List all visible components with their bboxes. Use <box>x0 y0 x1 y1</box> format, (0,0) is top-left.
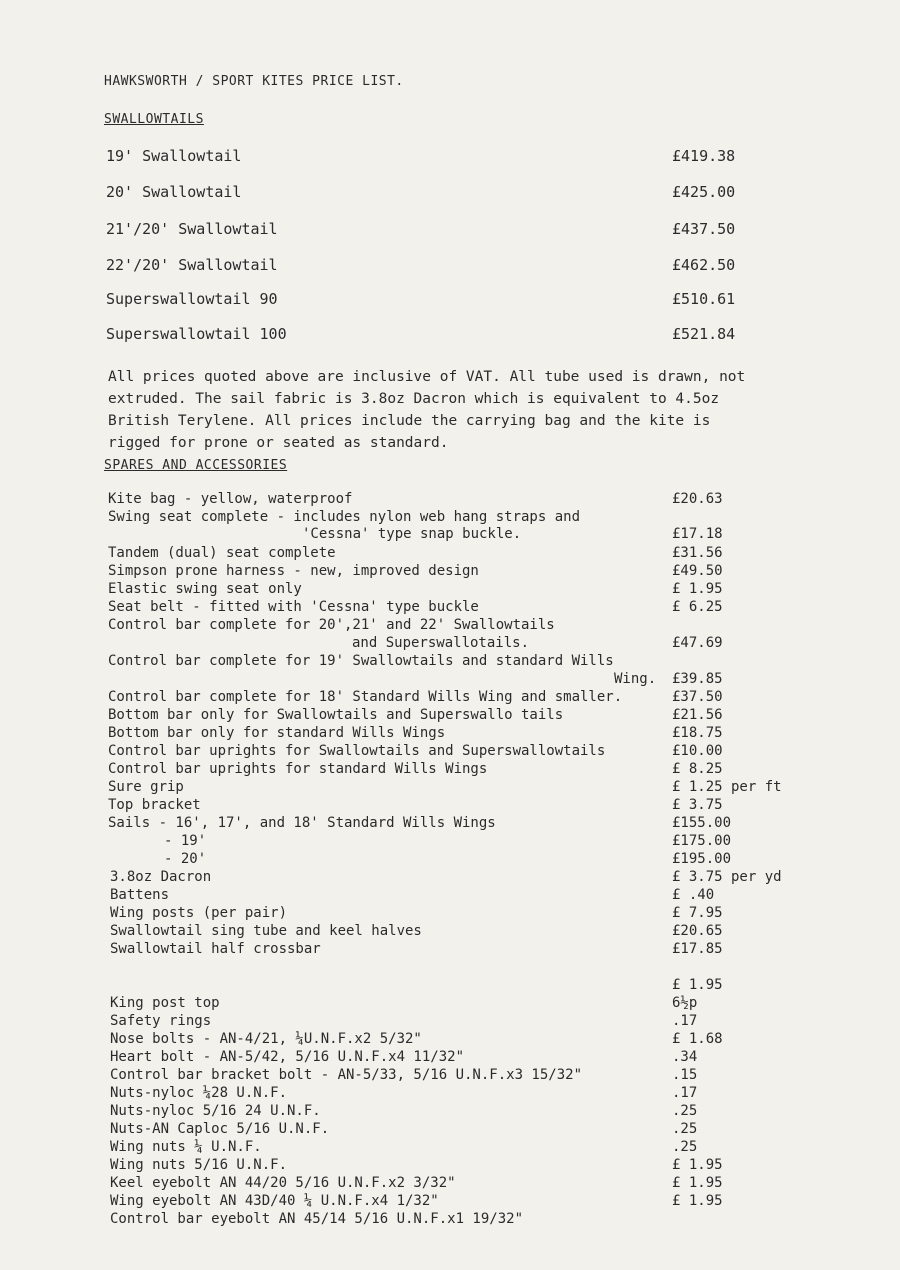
item-price: £462.50 <box>672 256 736 274</box>
item-description: Sails - 16', 17', and 18' Standard Wills Wings <box>108 815 496 831</box>
item-description: Keel eyebolt AN 44/20 5/16 U.N.F.x2 3/32" <box>110 1175 456 1191</box>
item-description: Wing nuts ¼ U.N.F. <box>110 1139 262 1155</box>
item-description: Bottom bar only for standard Wills Wings <box>108 725 446 741</box>
spares-row <box>0 849 900 869</box>
item-price: .25 <box>672 1139 698 1155</box>
spares-row <box>0 669 900 689</box>
item-description: Kite bag - yellow, waterproof <box>108 491 353 507</box>
item-price: £ 1.95 <box>672 1157 723 1173</box>
item-description: Control bar uprights for Swallowtails and Superswallowtails <box>108 743 606 759</box>
item-description: - 19' <box>164 833 207 849</box>
item-price: £20.65 <box>672 923 723 939</box>
spares-row <box>0 813 900 833</box>
spares-row <box>0 1119 900 1139</box>
spares-row <box>0 579 900 599</box>
spares-row <box>0 561 900 581</box>
item-price: £18.75 <box>672 725 723 741</box>
item-price: .17 <box>672 1013 698 1029</box>
item-description: Tandem (dual) seat complete <box>108 545 336 561</box>
spares-row <box>0 921 900 941</box>
item-price: £ 3.75 per yd <box>672 869 782 885</box>
item-description: Wing posts (per pair) <box>110 905 288 921</box>
item-description: Swallowtail sing tube and keel halves <box>110 923 422 939</box>
spares-row <box>0 795 900 815</box>
item-description: Top bracket <box>108 797 201 813</box>
spares-row <box>0 1047 900 1067</box>
item-description: 22'/20' Swallowtail <box>106 256 278 274</box>
item-price: £ 1.95 <box>672 581 723 597</box>
item-price: £521.84 <box>672 325 736 343</box>
item-price: £10.00 <box>672 743 723 759</box>
item-description: Nuts-nyloc ¼28 U.N.F. <box>110 1085 288 1101</box>
spares-row <box>0 687 900 707</box>
item-description: Nuts-nyloc 5/16 24 U.N.F. <box>110 1103 321 1119</box>
swallowtail-row <box>0 219 900 239</box>
item-description: Wing nuts 5/16 U.N.F. <box>110 1157 288 1173</box>
item-description: Bottom bar only for Swallowtails and Superswallo tails <box>108 707 564 723</box>
swallowtail-row <box>0 182 900 202</box>
item-description: Nose bolts - AN-4/21, ¼U.N.F.x2 5/32" <box>110 1031 422 1047</box>
item-price: .25 <box>672 1121 698 1137</box>
item-price: £510.61 <box>672 290 736 308</box>
item-description: Swing seat complete - includes nylon web hang straps and <box>108 509 581 525</box>
item-description: 3.8oz Dacron <box>110 869 212 885</box>
item-description: Seat belt - fitted with 'Cessna' type buckle <box>108 599 479 615</box>
spares-row <box>0 543 900 563</box>
spares-row <box>0 903 900 923</box>
item-price: £ 6.25 <box>672 599 723 615</box>
item-description: King post top <box>110 995 220 1011</box>
spares-row <box>0 615 900 635</box>
item-price: £ 1.68 <box>672 1031 723 1047</box>
item-description: Superswallowtail 100 <box>106 325 287 343</box>
spares-row <box>0 597 900 617</box>
spares-row <box>0 831 900 851</box>
spares-row <box>0 867 900 887</box>
swallowtail-row <box>0 324 900 344</box>
item-description: Control bar complete for 19' Swallowtails and standard Wills <box>108 653 614 669</box>
item-price: £17.85 <box>672 941 723 957</box>
item-price: £ 3.75 <box>672 797 723 813</box>
swallowtails-heading: SWALLOWTAILS <box>104 112 204 127</box>
document-title: HAWKSWORTH / SPORT KITES PRICE LIST. <box>104 74 404 89</box>
item-price: £437.50 <box>672 220 736 238</box>
item-price: £49.50 <box>672 563 723 579</box>
item-price: £ .40 <box>672 887 715 903</box>
spares-row <box>0 1209 900 1229</box>
spares-row <box>0 741 900 761</box>
item-price: £ 1.95 <box>672 1193 723 1209</box>
spares-row <box>0 975 900 995</box>
item-price: £425.00 <box>672 183 736 201</box>
spares-row <box>0 885 900 905</box>
item-price: £47.69 <box>672 635 723 651</box>
item-description: Wing. <box>614 671 657 687</box>
item-description: Control bar complete for 20',21' and 22' Swallowtails <box>108 617 555 633</box>
item-description: Safety rings <box>110 1013 212 1029</box>
item-description: Sure grip <box>108 779 184 795</box>
item-description: 20' Swallowtail <box>106 183 242 201</box>
item-price: £ 1.25 per ft <box>672 779 782 795</box>
swallowtails-note: All prices quoted above are inclusive of VAT. All tube used is drawn, not extruded. The sail fabric is 3.8oz Dacron which is equivalent to 4.5oz British Terylene. All prices include the carrying bag and the kite is rigged for prone or seated as standard. <box>108 369 746 451</box>
swallowtail-row <box>0 255 900 275</box>
item-price: £ 1.95 <box>672 1175 723 1191</box>
spares-row <box>0 651 900 671</box>
item-price: 6½p <box>672 995 698 1011</box>
item-price: .15 <box>672 1067 698 1083</box>
swallowtail-row <box>0 146 900 166</box>
item-price: .17 <box>672 1085 698 1101</box>
spares-row <box>0 633 900 653</box>
spares-row <box>0 524 900 544</box>
item-price: £419.38 <box>672 147 736 165</box>
item-price: £195.00 <box>672 851 732 867</box>
spares-row <box>0 1155 900 1175</box>
spares-row <box>0 723 900 743</box>
spares-row <box>0 939 900 959</box>
spares-row <box>0 1083 900 1103</box>
item-price: £175.00 <box>672 833 732 849</box>
item-description: Superswallowtail 90 <box>106 290 278 308</box>
item-description: Nuts-AN Caploc 5/16 U.N.F. <box>110 1121 330 1137</box>
item-description: 'Cessna' type snap buckle. <box>302 526 522 542</box>
item-description: - 20' <box>164 851 207 867</box>
spares-row <box>0 1137 900 1157</box>
spares-row <box>0 1029 900 1049</box>
item-price: £39.85 <box>672 671 723 687</box>
spares-row <box>0 1191 900 1211</box>
spares-heading: SPARES AND ACCESSORIES <box>104 458 288 473</box>
item-price: £17.18 <box>672 526 723 542</box>
item-price: £ 1.95 <box>672 977 723 993</box>
item-price: .25 <box>672 1103 698 1119</box>
item-description: 19' Swallowtail <box>106 147 242 165</box>
spares-row <box>0 1065 900 1085</box>
item-description: 21'/20' Swallowtail <box>106 220 278 238</box>
item-price: £37.50 <box>672 689 723 705</box>
item-description: Control bar eyebolt AN 45/14 5/16 U.N.F.x1 19/32" <box>110 1211 524 1227</box>
item-description: Swallowtail half crossbar <box>110 941 321 957</box>
spares-row <box>0 759 900 779</box>
spares-row <box>0 1011 900 1031</box>
item-price: £ 8.25 <box>672 761 723 777</box>
item-price: £31.56 <box>672 545 723 561</box>
item-description: Simpson prone harness - new, improved design <box>108 563 479 579</box>
spares-row <box>0 1101 900 1121</box>
item-price: £ 7.95 <box>672 905 723 921</box>
item-description: Control bar bracket bolt - AN-5/33, 5/16 U.N.F.x3 15/32" <box>110 1067 583 1083</box>
item-price: £21.56 <box>672 707 723 723</box>
spares-row <box>0 1173 900 1193</box>
spares-row <box>0 993 900 1013</box>
swallowtail-row <box>0 289 900 309</box>
item-price: .34 <box>672 1049 698 1065</box>
item-description: Control bar uprights for standard Wills Wings <box>108 761 488 777</box>
item-description: Heart bolt - AN-5/42, 5/16 U.N.F.x4 11/32" <box>110 1049 465 1065</box>
item-description: Elastic swing seat only <box>108 581 302 597</box>
item-description: Battens <box>110 887 170 903</box>
item-price: £155.00 <box>672 815 732 831</box>
spares-row <box>0 705 900 725</box>
item-price: £20.63 <box>672 491 723 507</box>
spares-row <box>0 777 900 797</box>
spares-row <box>0 489 900 509</box>
item-description: Wing eyebolt AN 43D/40 ¼ U.N.F.x4 1/32" <box>110 1193 439 1209</box>
item-description: Control bar complete for 18' Standard Wills Wing and smaller. <box>108 689 623 705</box>
item-description: and Superswallotails. <box>352 635 530 651</box>
